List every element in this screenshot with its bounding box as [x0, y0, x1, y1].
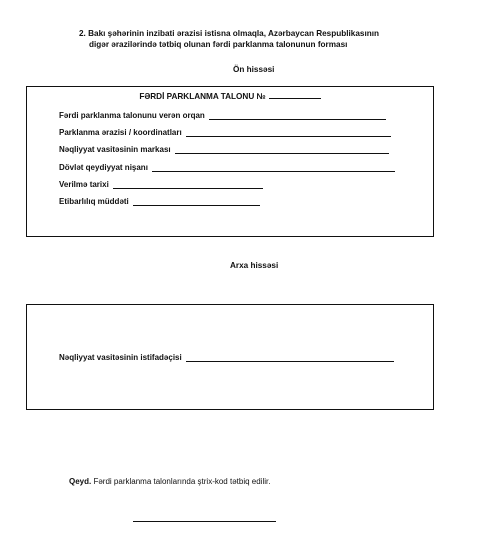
footnote-text: Fərdi parklanma talonlarında ştrix-kod tətbiq edilir.	[93, 477, 271, 486]
back-side-box	[26, 304, 434, 410]
validity-blank-line	[133, 197, 260, 206]
front-side-box	[26, 86, 434, 237]
front-side-label: Ön hissəsi	[233, 65, 275, 74]
form-heading	[79, 28, 459, 50]
footnote	[69, 477, 270, 486]
back-side-label: Arxa hissəsi	[230, 261, 279, 270]
heading-line-1: 2. Bakı şəhərinin inzibati ərazisi istisna olmaqla, Azərbaycan Respublikasının	[79, 29, 380, 38]
issue-date-blank-line	[113, 180, 263, 189]
plate-number-label: Dövlət qeydiyyat nişanı	[59, 163, 148, 172]
talon-title	[27, 90, 433, 101]
heading-line-2: digər ərazilərində tətbiq olunan fərdi parklanma talonunun forması	[89, 40, 348, 49]
issuer-label: Fərdi parklanma talonunu verən orqan	[59, 111, 205, 120]
plate-number-blank-line	[152, 163, 395, 172]
parking-area-blank-line	[186, 128, 391, 137]
validity-label: Etibarlılıq müddəti	[59, 197, 129, 206]
parking-area-field	[59, 128, 391, 137]
issuer-blank-line	[209, 111, 386, 120]
vehicle-brand-blank-line	[175, 145, 389, 154]
plate-number-field	[59, 163, 395, 172]
footnote-label: Qeyd.	[69, 477, 92, 486]
talon-number-blank	[269, 90, 321, 99]
signature-line	[133, 521, 276, 522]
validity-field	[59, 197, 260, 206]
parking-area-label: Parklanma ərazisi / koordinatları	[59, 128, 182, 137]
issue-date-field	[59, 180, 263, 189]
vehicle-brand-label: Nəqliyyat vasitəsinin markası	[59, 145, 171, 154]
issuer-field	[59, 111, 386, 120]
talon-title-text: FƏRDİ PARKLANMA TALONU №	[139, 92, 266, 101]
issue-date-label: Verilmə tarixi	[59, 180, 109, 189]
vehicle-user-label: Nəqliyyat vasitəsinin istifadəçisi	[59, 353, 182, 362]
vehicle-brand-field	[59, 145, 389, 154]
vehicle-user-blank-line	[186, 353, 394, 362]
vehicle-user-field	[59, 353, 394, 362]
